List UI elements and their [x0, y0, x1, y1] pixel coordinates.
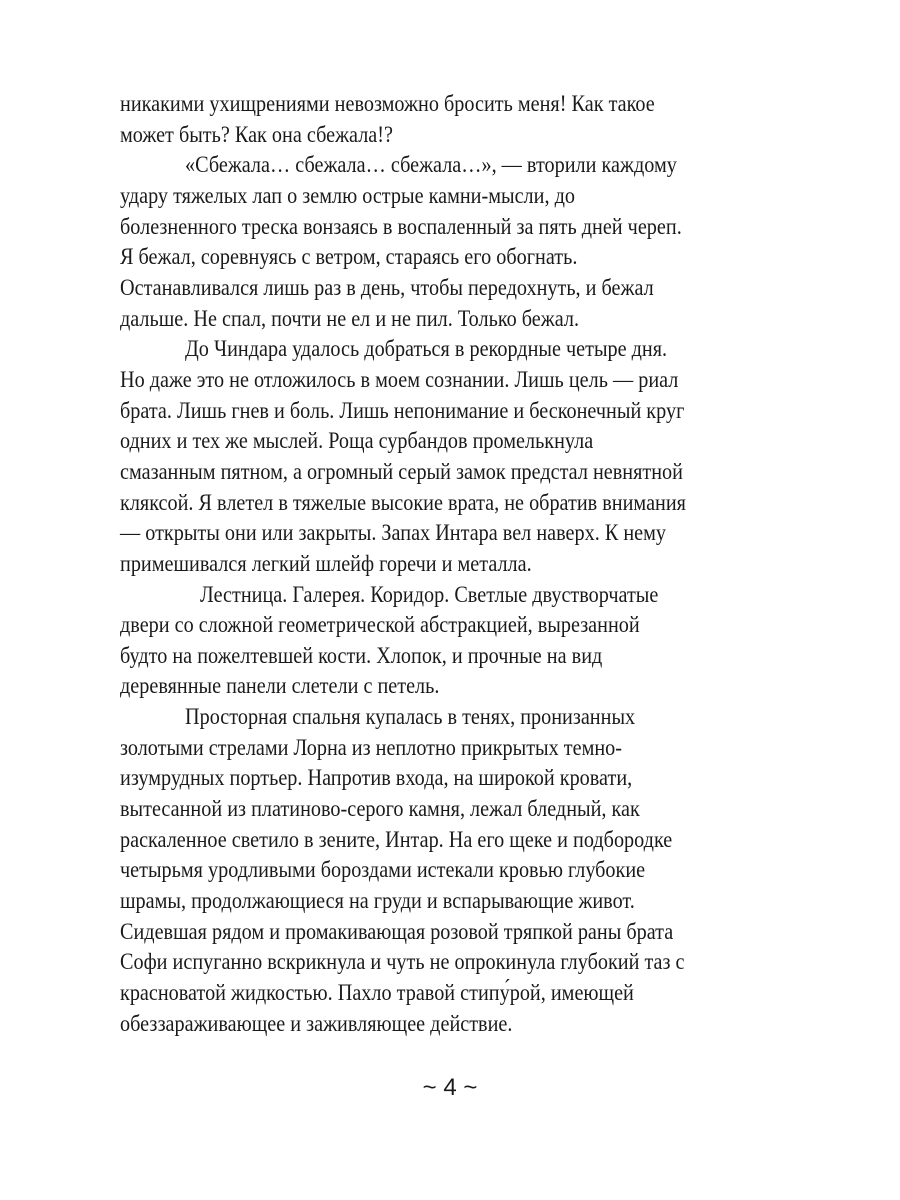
- text-line: [120, 150, 800, 181]
- text-line: [120, 365, 800, 396]
- text-line: [120, 181, 800, 212]
- text-line: [120, 855, 800, 886]
- text-line: [120, 947, 800, 978]
- text-line: [120, 426, 800, 457]
- text-line-content: никакими ухищрениями невозможно бросить меня! Как такое: [120, 91, 655, 117]
- text-line-content: Софи испуганно вскрикнула и чуть не опрокинула глубокий таз с: [120, 949, 685, 976]
- text-line: [120, 733, 800, 764]
- text-line: [120, 580, 800, 611]
- text-line: [120, 89, 800, 120]
- text-line: [120, 396, 800, 427]
- text-line: [120, 825, 800, 856]
- text-line-content: деревянные панели слетели с петель.: [120, 673, 440, 700]
- text-line: [120, 242, 800, 273]
- text-line-content: раскаленное светило в зените, Интар. На его щеке и подбородке: [120, 826, 673, 853]
- text-line-content: будто на пожелтевшей кости. Хлопок, и прочные на вид: [120, 642, 603, 669]
- text-line-content: одних и тех же мыслей. Роща сурбандов промелькнула: [120, 428, 594, 455]
- text-line-content: Я бежал, соревнуясь с ветром, стараясь его обогнать.: [120, 244, 578, 271]
- text-line-content: кляксой. Я влетел в тяжелые высокие врата, не обратив внимания: [120, 489, 686, 516]
- text-line: [120, 518, 800, 549]
- text-line: [120, 273, 800, 304]
- text-line-content: Но даже это не отложилось в моем сознании. Лишь цель — риал: [120, 366, 679, 393]
- text-line: [120, 457, 800, 488]
- text-line: [120, 212, 800, 243]
- text-line: [120, 978, 800, 1009]
- text-line-content: «Сбежала… сбежала… сбежала…», — вторили каждому: [185, 152, 677, 179]
- text-line-content: дальше. Не спал, почти не ел и не пил. Только бежал.: [120, 305, 579, 332]
- text-line: [120, 1009, 800, 1040]
- text-line: [120, 886, 800, 917]
- text-line-content: До Чиндара удалось добраться в рекордные четыре дня.: [185, 336, 668, 363]
- text-line-content: шрамы, продолжающиеся на груди и вспарывающие живот.: [120, 888, 635, 915]
- text-line-content: может быть? Как она сбежала!?: [120, 121, 393, 148]
- text-line: [120, 549, 800, 580]
- page-text: [120, 89, 800, 1039]
- text-line: [120, 120, 800, 151]
- text-line-content: примешивался легкий шлейф горечи и металла.: [120, 550, 532, 577]
- text-line-content: Просторная спальня купалась в тенях, пронизанных: [185, 704, 636, 731]
- text-line-content: изумрудных портьер. Напротив входа, на широкой кровати,: [120, 765, 633, 792]
- text-line-content: красноватой жидкостью. Пахло травой стипу́рой, имеющей: [120, 980, 634, 1007]
- text-line: [120, 304, 800, 335]
- text-line: [120, 488, 800, 519]
- text-line: [120, 794, 800, 825]
- text-line: [120, 671, 800, 702]
- text-line: [120, 641, 800, 672]
- text-line-content: болезненного треска вонзаясь в воспаленный за пять дней череп.: [120, 213, 682, 240]
- text-line-content: золотыми стрелами Лорна из неплотно прикрытых темно-: [120, 734, 623, 761]
- page-number: ~ 4 ~: [422, 1074, 478, 1101]
- text-line: [120, 702, 800, 733]
- text-line-content: двери со сложной геометрической абстракцией, вырезанной: [120, 612, 640, 639]
- text-line-content: удару тяжелых лап о землю острые камни-мысли, до: [120, 182, 575, 209]
- text-line: [120, 763, 800, 794]
- text-line-content: четырьмя уродливыми бороздами истекали кровью глубокие: [120, 857, 646, 884]
- text-line-content: Останавливался лишь раз в день, чтобы передохнуть, и бежал: [120, 274, 654, 301]
- text-line-content: Сидевшая рядом и промакивающая розовой тряпкой раны брата: [120, 918, 674, 945]
- text-line-content: смазанным пятном, а огромный серый замок предстал невнятной: [120, 458, 683, 485]
- text-line-content: обеззараживающее и заживляющее действие.: [120, 1010, 513, 1037]
- text-line-content: — открыты они или закрыты. Запах Интара вел наверх. К нему: [120, 520, 667, 547]
- text-line-content: вытесанной из платиново-серого камня, лежал бледный, как: [120, 796, 640, 823]
- text-line: [120, 610, 800, 641]
- text-line: [120, 917, 800, 948]
- text-line: [120, 334, 800, 365]
- text-line-content: Лестница. Галерея. Коридор. Светлые двустворчатые: [200, 581, 659, 608]
- text-line-content: брата. Лишь гнев и боль. Лишь непонимание и бесконечный круг: [120, 397, 685, 424]
